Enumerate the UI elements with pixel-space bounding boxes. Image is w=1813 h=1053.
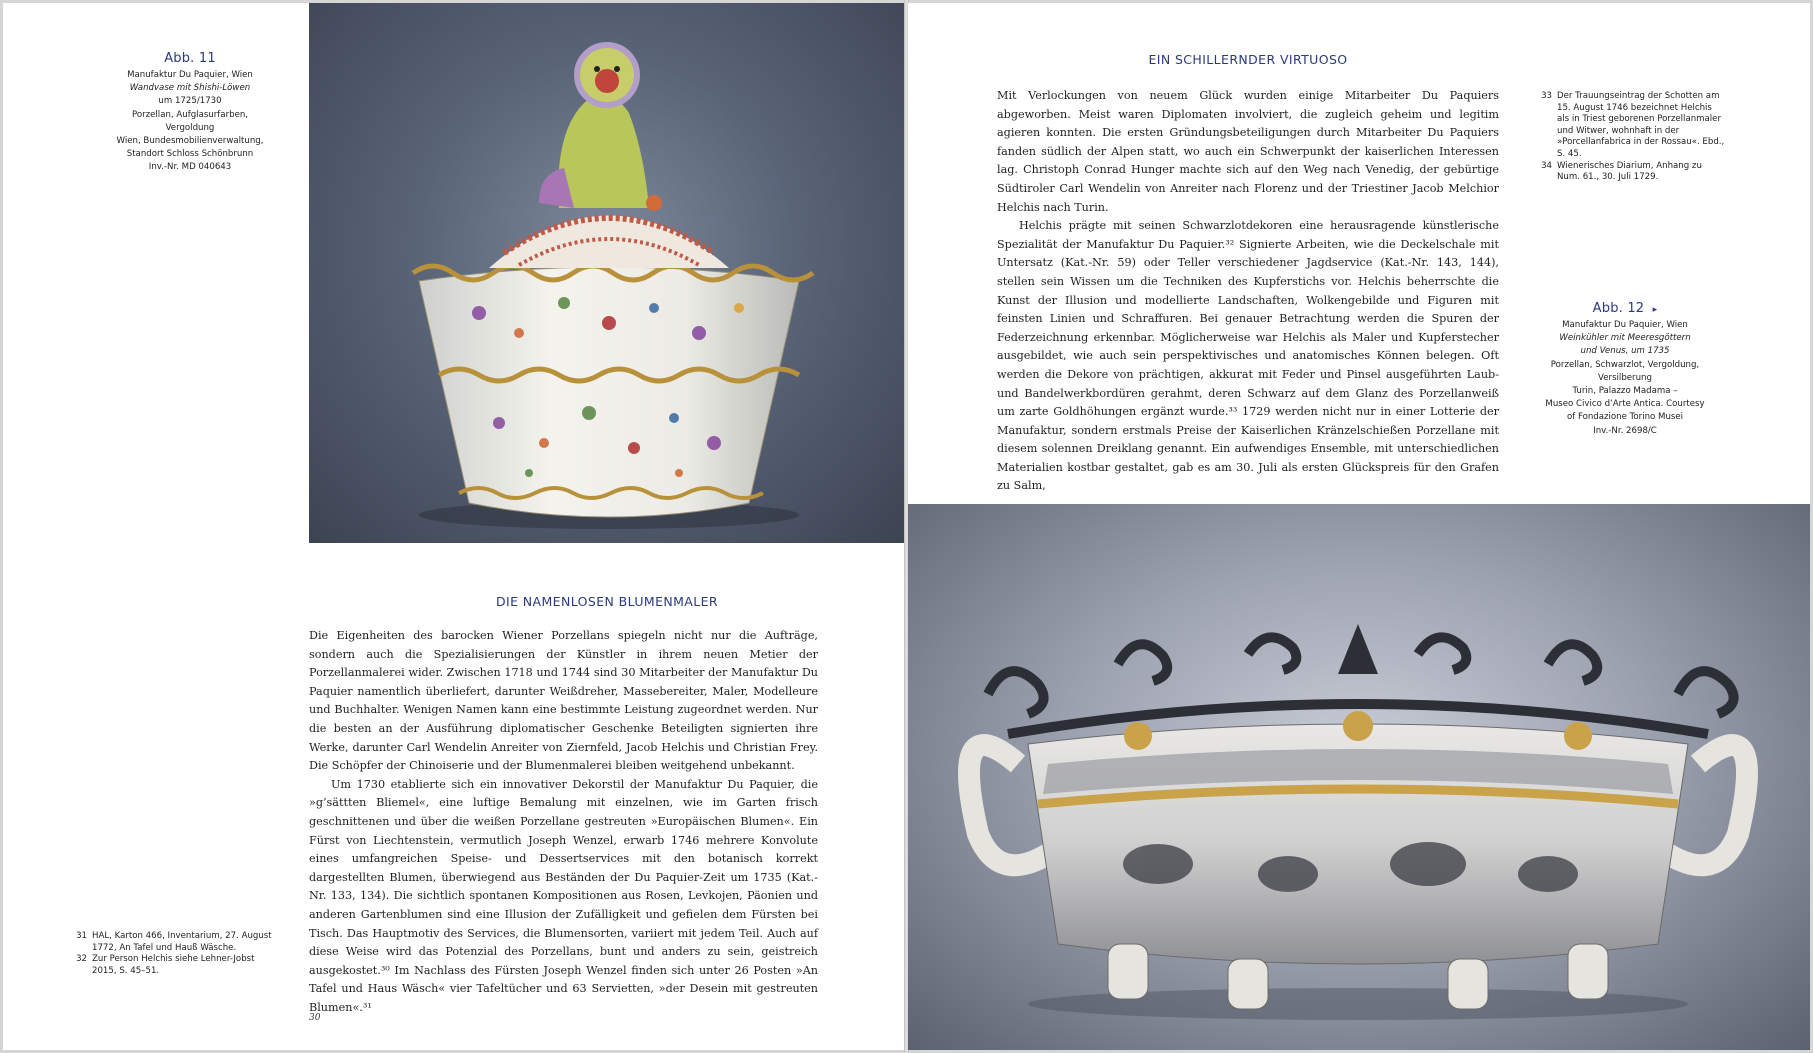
caption-line: Manufaktur Du Paquier, Wien — [127, 70, 253, 80]
photo-wall-vase-shishi-lion — [309, 3, 905, 543]
caption-line: Vergoldung — [165, 122, 215, 133]
caption-line: Museo Civico d’Arte Antica. Courtesy — [1545, 399, 1705, 410]
caption-line: um 1725/1730 — [158, 96, 222, 107]
left-page — [3, 3, 905, 1050]
photo-wine-cooler — [908, 504, 1810, 1050]
footnote-number: 33 — [1541, 91, 1552, 101]
caption-text — [95, 69, 285, 175]
footnotes-right — [1536, 91, 1726, 184]
caption-line: Inv.-Nr. 2698/C — [1593, 425, 1657, 436]
caption-line: Wien, Bundesmobilienverwaltung, — [116, 136, 264, 147]
caption-line: Inv.-Nr. MD 040643 — [148, 162, 232, 173]
figure-number-row — [1525, 301, 1725, 316]
footnote — [1536, 161, 1726, 184]
section-heading: DIE NAMENLOSEN BLUMENMALER — [495, 594, 718, 609]
footnote-text: Zur Person Helchis siehe Lehner-Jobst 2015, S. 45–51. — [92, 954, 255, 976]
caption-line: Turin, Palazzo Madama – — [1572, 386, 1678, 397]
caption-line: Porzellan, Schwarzlot, Vergoldung, — [1550, 359, 1700, 370]
right-page — [908, 3, 1810, 1050]
paragraph: Helchis prägte mit seinen Schwarzlotdekoren eine herausragende künstlerische Spezialität der Manufaktur Du Paquier.³² Signierte Arbeiten, wie die Deckelschale mit Untersatz (Kat.-Nr. 59) oder Teller verschiedener Jagdservice (Kat.-Nr. 143, 144), stellen sein Wissen um die Techniken des Kupferstichs vor. Helchis beherrschte die Kunst der Illusion und modellierte Landschaften, Wolkengebilde und Figuren mit feinsten Linien und Schraffuren. Bei genauer Betrachtung werden die Spuren der Federzeichnung erkennbar. Möglicherweise war Helchis als Maler und Kupferstecher ausgebildet, wie auch sein perspektivisches und anatomisches Können belegen. Oft werden die Dekore von prächtigen, akkurat mit Feder und Pinsel ausgeführten Laub- und Bandelwerkbordüren gerahmt, deren Schwarz auf dem Glanz des Porzellanweiß um zarte Goldhöhungen ergänzt wurde.³³ 1729 werden nicht nur in einer Lotterie der Manufaktur, sondern erstmals Preise der Kaiserlichen Kränzelschießen Porzellane mit diesem solennen Dreiklang genannt. Ein aufwendiges Ensemble, mit unterschiedlichen Materialien kostbar gestaltet, gab es am 30. Juli als ersten Glückspreis für den Grafen zu Salm, — [997, 219, 1499, 493]
caption-line: of Fondazione Torino Musei — [1566, 412, 1684, 423]
footnote-number: 31 — [76, 931, 87, 941]
arrow-right-icon: ▸ — [1652, 305, 1658, 315]
paragraph: Um 1730 etablierte sich ein innovativer Dekorstil der Manufaktur Du Paquier, die »g’sättten Bliemel«, eine luftige Bemalung mit einzelnen, wie im Garten frisch geschnittenen und über die weißen Porzellane gestreuten »Europäischen Blumen«. Ein Fürst von Liechtenstein, vermutlich Joseph Wenzel, erwarb 1746 mehrere Konvolute eines umfangreichen Speise- und Dessertservices mit den botanisch korrekt dargestellten Blumen, überwiegend aus Beständen der Du Paquier-Zeit um 1735 (Kat.-Nr. 133, 134). Die sichtlich spontanen Kompositionen aus Rosen, Levkojen, Päonien und anderen Gartenblumen sind eine Illusion der Zufälligkeit und gefielen dem Fürsten bei Tisch. Das Hauptmotiv des Services, die Blumensorten, variiert mit jedem Teil. Auch auf diese Weise wird das Potenzial des Porzellans, bunt und anders zu sein, geistreich ausgekostet.³⁰ Im Nachlass des Fürsten Joseph Wenzel finden sich unter 26 Posten »An Tafel und Haus Wäsch« vier Tafeltücher und 63 Servietten, »der Desein mit gestreuten Blumen«.³¹ — [309, 777, 818, 1014]
figure-caption-11 — [95, 51, 285, 175]
footnote-text: Der Trauungseintrag der Schotten am 15. August 1746 bezeichnet Helchis als in Triest geborenen Porzellanmaler und Witwer, wohnhaft in der »Porcellanfabrica in der Rossau«. Ebd., S. 45. — [1557, 91, 1725, 159]
body-text-right — [997, 87, 1499, 496]
figure-caption-12 — [1525, 301, 1725, 438]
figure-number: Abb. 11 — [164, 51, 216, 66]
caption-line: Wandvase mit Shishi-Löwen — [129, 83, 251, 94]
footnote — [71, 954, 281, 977]
caption-line: Versilberung — [1598, 372, 1652, 383]
caption-line: Weinkühler mit Meeresgöttern — [1559, 333, 1691, 344]
caption-text — [1525, 319, 1725, 438]
paragraph: Mit Verlockungen von neuem Glück wurden einige Mitarbeiter Du Paquiers abgeworben. Meist waren Diplomaten involviert, die zugleich geheim und legitim agieren konnten. Die ersten Gründungsbeteiligungen durch Mitarbeiter Du Paquiers fanden südlich der Alpen statt, wo auch ein Schwerpunkt der kaiserlichen Interessen lag. Christoph Conrad Hunger machte sich auf den Weg nach Venedig, der gebürtige Südtiroler Carl Wendelin von Anreiter nach Florenz und der Triestiner Jacob Melchior Helchis nach Turin. — [997, 89, 1499, 214]
footnote-text: HAL, Karton 466, Inventarium, 27. August 1772, An Tafel und Hauß Wäsche. — [92, 931, 272, 953]
footnote — [71, 931, 281, 954]
wine-cooler-illustration — [908, 504, 1810, 1050]
section-heading: EIN SCHILLERNDER VIRTUOSO — [1148, 52, 1348, 67]
footnote-text: Wienerisches Diarium, Anhang zu Num. 61., 30. Juli 1729. — [1557, 160, 1702, 183]
body-text-left — [309, 627, 818, 1017]
footnote-number: 34 — [1541, 160, 1552, 171]
footnote-number: 32 — [76, 954, 87, 965]
page-number: 30 — [309, 1013, 321, 1023]
paragraph: Die Eigenheiten des barocken Wiener Porzellans spiegeln nicht nur die Aufträge, sondern auch die Spezialisierungen der Künstler in ihrem neuen Metier der Porzellanmalerei wider. Zwischen 1718 und 1744 sind 30 Mitarbeiter der Manufaktur Du Paquier namentlich überliefert, darunter Weißdreher, Massebereiter, Maler, Modelleure und Buchhalter. Wenigen Namen kann eine bestimmte Leistung zugeordnet werden. Nur die besten an der Ausführung diplomatischer Geschenke Beteiligten signierten ihre Werke, darunter Carl Wendelin Anreiter von Ziernfeld, Jacob Helchis und Christian Frey. Die Schöpfer der Chinoiserie und der Blumenmalerei bleiben weitgehend unbekannt. — [309, 629, 818, 773]
vase-illustration — [309, 3, 905, 543]
caption-line: Porzellan, Aufglasurfarben, — [131, 109, 249, 120]
caption-line: und Venus, um 1735 — [1580, 346, 1670, 357]
footnote — [1536, 91, 1726, 161]
caption-line: Standort Schloss Schönbrunn — [126, 149, 254, 160]
footnotes-left — [71, 931, 281, 977]
figure-number: Abb. 12 — [1592, 301, 1645, 316]
caption-line: Manufaktur Du Paquier, Wien — [1562, 320, 1688, 330]
